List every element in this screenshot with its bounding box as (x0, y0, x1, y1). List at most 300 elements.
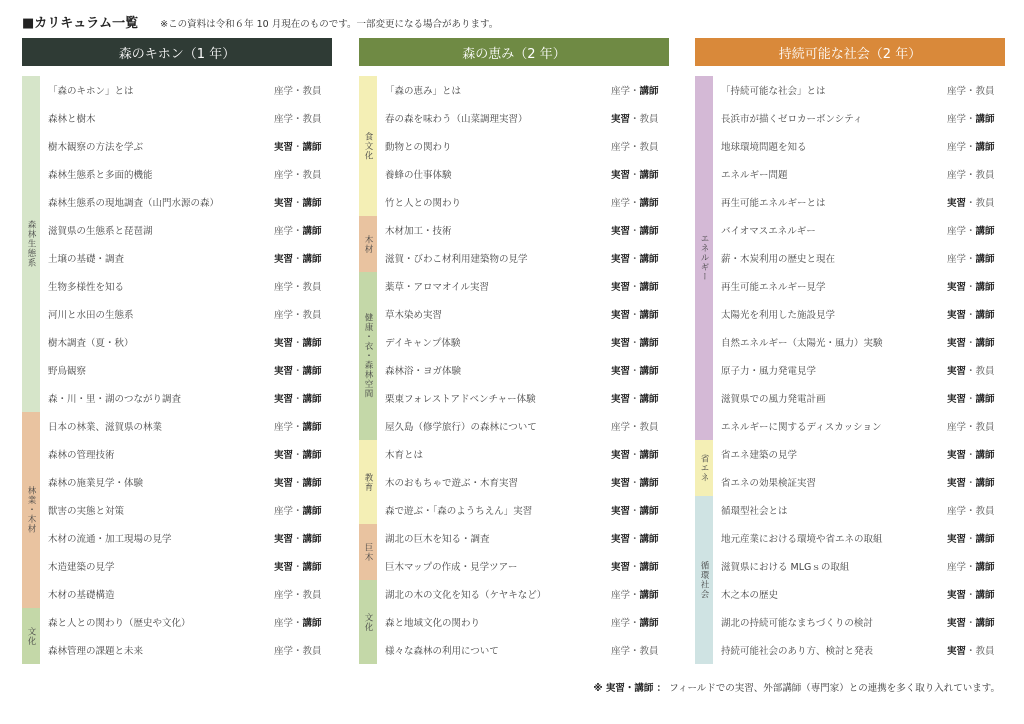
course-format: 座学 (611, 142, 631, 153)
course-name: 河川と水田の生態系 (48, 310, 134, 321)
page-note: ※この資料は令和６年 10 月現在のものです。一部変更になる場合があります。 (160, 19, 499, 30)
course-format: 実習 (611, 394, 631, 405)
course-format: 実習 (611, 282, 631, 293)
separator: ・ (966, 422, 976, 433)
separator: ・ (966, 198, 976, 209)
course-type (274, 475, 332, 489)
course-format: 実習 (274, 478, 294, 489)
column-header: 持続可能な社会（2 年） (695, 38, 1005, 66)
course-name: 薪・木炭利用の歴史と現在 (721, 254, 836, 265)
course-instructor: 講師 (639, 562, 659, 573)
course-name: 太陽光を利用した施設見学 (721, 310, 836, 321)
course-type (947, 419, 1005, 433)
course-format: 実習 (274, 394, 294, 405)
curriculum-row (385, 244, 669, 272)
curriculum-row (385, 440, 669, 468)
separator: ・ (293, 142, 303, 153)
separator: ・ (966, 142, 976, 153)
course-format: 座学 (947, 114, 967, 125)
course-format: 実習 (947, 338, 967, 349)
course-name: デイキャンプ体験 (385, 338, 461, 349)
course-type (274, 643, 332, 657)
course-name: エネルギー問題 (721, 170, 788, 181)
course-instructor: 講師 (975, 534, 995, 545)
course-type (611, 447, 669, 461)
course-type (947, 503, 1005, 517)
course-format: 実習 (274, 254, 294, 265)
curriculum-row (385, 524, 669, 552)
curriculum-row (721, 496, 1005, 524)
course-instructor: 講師 (302, 394, 322, 405)
course-format: 実習 (611, 562, 631, 573)
course-instructor: 教員 (975, 366, 995, 377)
course-instructor: 教員 (639, 114, 659, 125)
course-format: 実習 (611, 338, 631, 349)
course-format: 実習 (274, 198, 294, 209)
course-type (611, 223, 669, 237)
course-type (611, 363, 669, 377)
curriculum-row (721, 132, 1005, 160)
curriculum-row (721, 244, 1005, 272)
curriculum-row (721, 580, 1005, 608)
course-format: 座学 (274, 618, 294, 629)
course-type (947, 111, 1005, 125)
course-instructor: 講師 (639, 366, 659, 377)
course-name: 「森の恵み」とは (385, 86, 462, 97)
curriculum-row (48, 160, 332, 188)
course-name: 森と人との関わり（歴史や文化） (48, 618, 191, 629)
curriculum-row (48, 272, 332, 300)
separator: ・ (966, 366, 976, 377)
course-type (947, 391, 1005, 405)
separator: ・ (630, 170, 640, 181)
separator: ・ (966, 282, 976, 293)
separator: ・ (293, 254, 303, 265)
separator: ・ (630, 282, 640, 293)
separator: ・ (630, 226, 640, 237)
curriculum-row (385, 188, 669, 216)
course-type (274, 363, 332, 377)
course-format: 実習 (611, 114, 631, 125)
separator: ・ (293, 226, 303, 237)
separator: ・ (630, 254, 640, 265)
course-instructor: 講師 (975, 254, 995, 265)
separator: ・ (630, 366, 640, 377)
course-type (947, 475, 1005, 489)
course-name: 森で遊ぶ・「森のようちえん」実習 (385, 506, 533, 517)
course-instructor: 講師 (639, 590, 659, 601)
course-type (611, 531, 669, 545)
course-instructor: 講師 (639, 86, 659, 97)
course-name: 再生可能エネルギー見学 (721, 282, 826, 293)
category-band (359, 440, 377, 524)
course-name: 木育とは (385, 450, 424, 461)
course-format: 実習 (947, 618, 967, 629)
course-instructor: 講師 (975, 478, 995, 489)
course-name: 湖北の木の文化を知る（ケヤキなど） (385, 590, 547, 601)
course-name: 省エネの効果検証実習 (721, 478, 817, 489)
course-format: 実習 (611, 310, 631, 321)
curriculum-row (385, 608, 669, 636)
footer-key: ※ 実習・講師 ： (593, 683, 667, 694)
category-band (359, 76, 377, 216)
footer-note (593, 680, 1000, 694)
curriculum-row (385, 384, 669, 412)
course-format: 座学 (274, 422, 294, 433)
course-format: 実習 (947, 394, 967, 405)
course-format: 実習 (947, 450, 967, 461)
course-instructor: 講師 (302, 450, 322, 461)
course-instructor: 講師 (302, 254, 322, 265)
separator: ・ (966, 310, 976, 321)
course-name: 森・川・里・湖のつながり調査 (48, 394, 182, 405)
curriculum-row (721, 272, 1005, 300)
separator: ・ (630, 422, 640, 433)
curriculum-row (721, 552, 1005, 580)
course-name: 森林の施業見学・体験 (48, 478, 144, 489)
course-instructor: 教員 (639, 646, 659, 657)
course-name: 樹木調査（夏・秋） (48, 338, 134, 349)
course-name: 春の森を味わう（山菜調理実習） (385, 114, 528, 125)
curriculum-row (385, 160, 669, 188)
separator: ・ (630, 338, 640, 349)
curriculum-row (48, 104, 332, 132)
separator: ・ (630, 114, 640, 125)
course-name: 循環型社会とは (721, 506, 788, 517)
course-name: 滋賀・びわこ材利用建築物の見学 (385, 254, 528, 265)
course-type (947, 559, 1005, 573)
separator: ・ (966, 254, 976, 265)
category-label: 健康・衣・森林空間 (363, 313, 373, 399)
course-instructor: 講師 (302, 226, 322, 237)
page-title: ■カリキュラム一覧 (22, 16, 139, 31)
course-format: 実習 (274, 338, 294, 349)
curriculum-row (385, 104, 669, 132)
category-band (359, 524, 377, 580)
separator: ・ (293, 310, 303, 321)
separator: ・ (966, 534, 976, 545)
curriculum-row (48, 468, 332, 496)
course-name: 滋賀県における MLGｓの取組 (721, 562, 850, 573)
course-name: 土壌の基礎・調査 (48, 254, 125, 265)
course-format: 座学 (274, 506, 294, 517)
course-instructor: 講師 (302, 534, 322, 545)
course-instructor: 教員 (302, 310, 322, 321)
separator: ・ (293, 618, 303, 629)
course-type (947, 195, 1005, 209)
course-name: 省エネ建築の見学 (721, 450, 798, 461)
course-name: 「森のキホン」とは (48, 86, 134, 97)
course-instructor: 講師 (302, 198, 322, 209)
course-instructor: 講師 (975, 338, 995, 349)
separator: ・ (630, 646, 640, 657)
course-instructor: 講師 (302, 562, 322, 573)
course-name: 森林管理の課題と未来 (48, 646, 144, 657)
separator: ・ (630, 562, 640, 573)
course-instructor: 講師 (975, 450, 995, 461)
course-type (274, 615, 332, 629)
course-type (947, 279, 1005, 293)
course-name: 木材の基礎構造 (48, 590, 115, 601)
course-name: 原子力・風力発電見学 (721, 366, 817, 377)
course-format: 実習 (611, 478, 631, 489)
course-type (611, 391, 669, 405)
category-label: エネルギー (699, 234, 709, 282)
course-type (947, 307, 1005, 321)
course-type (274, 531, 332, 545)
separator: ・ (966, 590, 976, 601)
course-name: 再生可能エネルギーとは (721, 198, 826, 209)
course-name: 滋賀県での風力発電計画 (721, 394, 826, 405)
curriculum-row (48, 412, 332, 440)
separator: ・ (630, 394, 640, 405)
course-type (611, 111, 669, 125)
curriculum-row (721, 440, 1005, 468)
course-type (611, 83, 669, 97)
curriculum-row (385, 300, 669, 328)
course-name: 地元産業における環境や省エネの取組 (721, 534, 883, 545)
course-format: 実習 (274, 450, 294, 461)
separator: ・ (966, 114, 976, 125)
separator: ・ (293, 422, 303, 433)
course-format: 座学 (274, 86, 294, 97)
category-label: 文化 (363, 612, 373, 632)
course-format: 実習 (947, 198, 967, 209)
course-type (947, 531, 1005, 545)
separator: ・ (630, 618, 640, 629)
course-format: 座学 (947, 254, 967, 265)
separator: ・ (630, 590, 640, 601)
curriculum-row (385, 328, 669, 356)
curriculum-row (721, 188, 1005, 216)
course-type (947, 167, 1005, 181)
curriculum-row (48, 244, 332, 272)
curriculum-row (48, 132, 332, 160)
course-name: 森林浴・ヨガ体験 (385, 366, 462, 377)
course-type (274, 587, 332, 601)
column-header: 森のキホン（1 年） (22, 38, 332, 66)
curriculum-row (385, 636, 669, 664)
footer-text: フィールドでの実習、外部講師（専門家）との連携を多く取り入れています。 (669, 683, 1000, 694)
category-band (22, 76, 40, 412)
course-format: 実習 (274, 366, 294, 377)
course-instructor: 講師 (975, 394, 995, 405)
separator: ・ (293, 394, 303, 405)
course-type (274, 419, 332, 433)
course-type (947, 447, 1005, 461)
curriculum-row (721, 300, 1005, 328)
course-format: 座学 (611, 422, 631, 433)
category-label: 森林生態系 (26, 220, 36, 268)
separator: ・ (966, 646, 976, 657)
course-name: 竹と人との関わり (385, 198, 462, 209)
course-type (274, 391, 332, 405)
course-type (274, 195, 332, 209)
curriculum-row (48, 636, 332, 664)
separator: ・ (966, 562, 976, 573)
separator: ・ (630, 86, 640, 97)
course-name: 木材加工・技術 (385, 226, 452, 237)
course-name: 自然エネルギー（太陽光・風力）実験 (721, 338, 883, 349)
course-format: 座学 (611, 86, 631, 97)
course-instructor: 講師 (639, 534, 659, 545)
course-type (274, 111, 332, 125)
course-name: 「持続可能な社会」とは (721, 86, 826, 97)
course-format: 実習 (611, 170, 631, 181)
course-instructor: 講師 (975, 310, 995, 321)
separator: ・ (293, 506, 303, 517)
course-format: 座学 (274, 170, 294, 181)
course-type (611, 643, 669, 657)
course-format: 座学 (947, 86, 967, 97)
course-instructor: 講師 (302, 422, 322, 433)
course-name: 森と地域文化の関わり (385, 618, 481, 629)
curriculum-row (48, 188, 332, 216)
curriculum-row (721, 608, 1005, 636)
curriculum-row (721, 384, 1005, 412)
separator: ・ (293, 170, 303, 181)
course-name: 地球環境問題を知る (721, 142, 807, 153)
separator: ・ (630, 198, 640, 209)
curriculum-row (48, 76, 332, 104)
course-type (611, 475, 669, 489)
separator: ・ (630, 506, 640, 517)
curriculum-row (385, 132, 669, 160)
course-format: 実習 (611, 506, 631, 517)
separator: ・ (293, 366, 303, 377)
separator: ・ (293, 198, 303, 209)
course-type (274, 307, 332, 321)
course-type (274, 559, 332, 573)
curriculum-row (721, 328, 1005, 356)
separator: ・ (293, 534, 303, 545)
course-type (611, 251, 669, 265)
separator: ・ (630, 450, 640, 461)
category-band (22, 412, 40, 608)
course-type (947, 643, 1005, 657)
course-instructor: 講師 (639, 506, 659, 517)
course-format: 実習 (947, 366, 967, 377)
course-instructor: 講師 (639, 450, 659, 461)
course-name: エネルギーに関するディスカッション (721, 422, 882, 433)
course-type (274, 503, 332, 517)
course-instructor: 教員 (975, 422, 995, 433)
course-format: 座学 (947, 506, 967, 517)
course-format: 座学 (274, 282, 294, 293)
curriculum-row (385, 216, 669, 244)
category-label: 教育 (363, 472, 373, 492)
curriculum-row (721, 216, 1005, 244)
course-instructor: 講師 (975, 282, 995, 293)
course-type (947, 363, 1005, 377)
separator: ・ (966, 86, 976, 97)
course-type (274, 279, 332, 293)
curriculum-row (385, 356, 669, 384)
course-name: 森林生態系と多面的機能 (48, 170, 153, 181)
course-instructor: 教員 (302, 646, 322, 657)
curriculum-row (48, 524, 332, 552)
course-type (947, 615, 1005, 629)
curriculum-row (721, 160, 1005, 188)
category-label: 木材 (363, 234, 373, 254)
course-format: 実習 (947, 646, 967, 657)
course-name: 木材の流通・加工現場の見学 (48, 534, 172, 545)
course-type (274, 251, 332, 265)
category-band (695, 440, 713, 496)
course-name: 動物との関わり (385, 142, 452, 153)
separator: ・ (293, 282, 303, 293)
course-instructor: 教員 (975, 198, 995, 209)
course-name: 屋久島（修学旅行）の森林について (385, 422, 537, 433)
course-type (611, 615, 669, 629)
course-type (947, 335, 1005, 349)
course-instructor: 講師 (639, 394, 659, 405)
course-instructor: 講師 (639, 478, 659, 489)
course-instructor: 教員 (975, 86, 995, 97)
course-name: 生物多様性を知る (48, 282, 125, 293)
course-format: 実習 (611, 534, 631, 545)
separator: ・ (293, 646, 303, 657)
course-format: 実習 (611, 366, 631, 377)
curriculum-row (48, 580, 332, 608)
category-label: 巨木 (363, 542, 373, 562)
course-type (947, 83, 1005, 97)
course-name: 木のおもちゃで遊ぶ・木育実習 (385, 478, 519, 489)
curriculum-row (385, 272, 669, 300)
course-type (611, 419, 669, 433)
course-instructor: 講師 (639, 338, 659, 349)
course-instructor: 講師 (302, 506, 322, 517)
course-instructor: 講師 (975, 142, 995, 153)
separator: ・ (966, 478, 976, 489)
course-format: 座学 (274, 646, 294, 657)
course-format: 座学 (274, 226, 294, 237)
course-instructor: 講師 (302, 142, 322, 153)
course-instructor: 講師 (975, 114, 995, 125)
course-name: 森林生態系の現地調査（山門水源の森） (48, 198, 220, 209)
course-instructor: 教員 (639, 142, 659, 153)
course-instructor: 教員 (302, 170, 322, 181)
course-type (611, 279, 669, 293)
course-format: 座学 (947, 170, 967, 181)
separator: ・ (630, 478, 640, 489)
separator: ・ (293, 86, 303, 97)
curriculum-row (721, 356, 1005, 384)
course-name: バイオマスエネルギー (721, 226, 816, 237)
course-format: 座学 (947, 562, 967, 573)
course-format: 実習 (274, 534, 294, 545)
course-format: 実習 (611, 226, 631, 237)
separator: ・ (966, 170, 976, 181)
course-name: 草木染め実習 (385, 310, 443, 321)
category-band (359, 580, 377, 664)
course-type (274, 167, 332, 181)
column-header: 森の恵み（2 年） (359, 38, 669, 66)
course-type (611, 559, 669, 573)
course-instructor: 教員 (975, 646, 995, 657)
curriculum-row (48, 496, 332, 524)
separator: ・ (966, 226, 976, 237)
curriculum-row (385, 496, 669, 524)
course-instructor: 講師 (975, 226, 995, 237)
curriculum-row (48, 356, 332, 384)
course-type (611, 307, 669, 321)
course-instructor: 講師 (639, 254, 659, 265)
separator: ・ (630, 142, 640, 153)
curriculum-row (48, 608, 332, 636)
category-band (22, 608, 40, 664)
curriculum-row (385, 412, 669, 440)
